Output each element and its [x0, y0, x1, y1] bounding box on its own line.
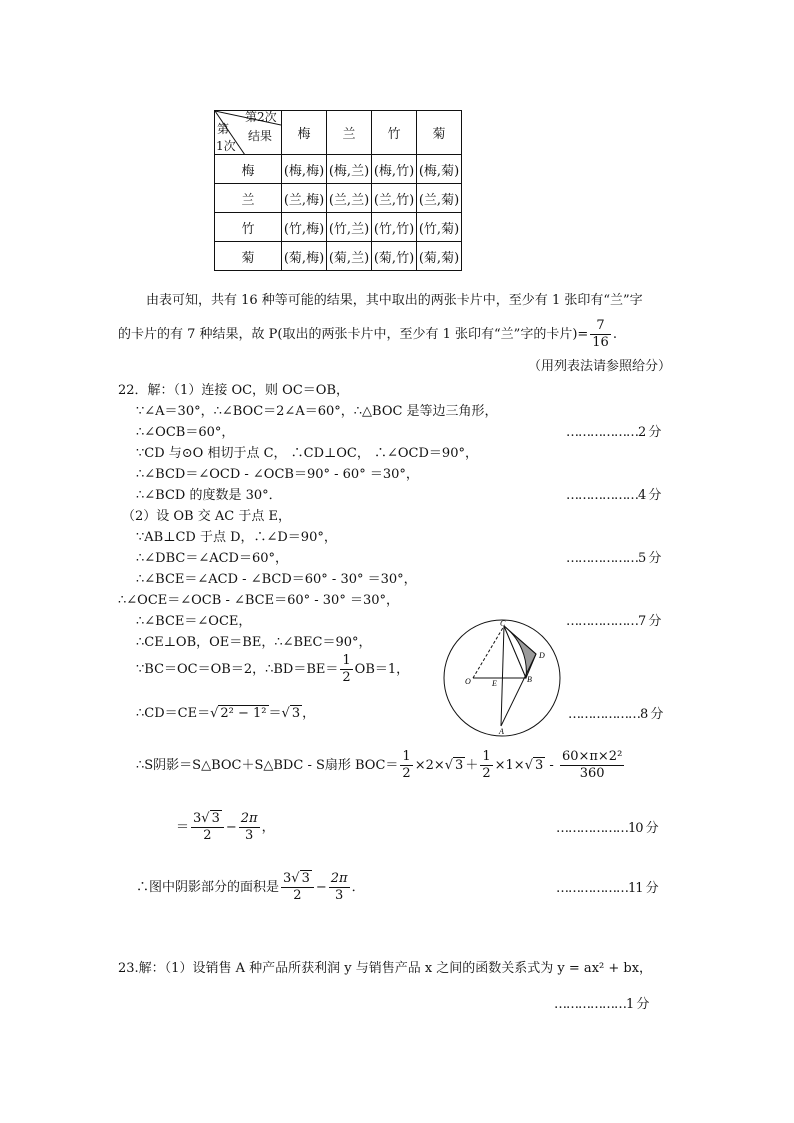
q22-line-7: ∵AB⊥CD 于点 D，∴∠D＝90°， [136, 530, 337, 545]
q22-line-9: ∴∠BCE＝∠ACD - ∠BCD＝60° - 30° ＝30°， [136, 572, 417, 587]
q22-line-1: ∵∠A＝30°，∴∠BOC＝2∠A＝60°，∴△BOC 是等边三角形， [136, 404, 498, 419]
minus-sign: − [315, 880, 327, 895]
table-cell: (菊,菊) [417, 242, 462, 271]
q22-line-3: ∵CD 与⊙O 相切于点 C， ∴CD⊥OC， ∴∠OCD＝90°， [136, 446, 478, 461]
q22-heading: 22．解：（1）连接 OC，则 OC＝OB， [118, 383, 349, 398]
segment-oc [473, 626, 504, 678]
table-cell: (兰,竹) [372, 184, 417, 213]
fraction-half-2 [480, 749, 492, 782]
fraction-numerator: 3√ 3 [191, 811, 224, 828]
q22-line-5: ∴∠BCD 的度数是 30°． [136, 488, 282, 503]
table-row [215, 242, 462, 271]
table-cell: (梅,竹) [372, 155, 417, 184]
fraction-denominator: 3 [335, 888, 344, 903]
table-cell: (菊,兰) [327, 242, 372, 271]
radicand: 2² − 1² [220, 706, 267, 721]
label-c: C [500, 619, 506, 628]
table-header: 菊 [417, 111, 462, 155]
table-cell: (梅,兰) [327, 155, 372, 184]
table-cell: (梅,梅) [282, 155, 327, 184]
row-label: 兰 [215, 184, 282, 213]
radicand: 3 [455, 758, 464, 773]
radicand: 3 [211, 811, 220, 826]
corner-mid-label: 结果 [248, 129, 273, 143]
probability-fraction [590, 318, 611, 351]
table-header: 兰 [327, 111, 372, 155]
circle-geometry-figure [416, 616, 566, 740]
fraction-2pi-over-3 [239, 811, 260, 844]
plus-sign: ＋ [465, 758, 479, 773]
label-d: D [539, 651, 545, 660]
radicand: 3 [291, 706, 301, 721]
fraction-3root3-over-2 [191, 811, 224, 844]
sqrt-3: √ 3 [524, 758, 544, 773]
area-formula-lhs: ∴S阴影＝S△BOC＋S△BDC - S扇形 BOC＝ [136, 758, 399, 773]
table-row [215, 155, 462, 184]
q22-result-line [176, 808, 275, 848]
table-cell: (竹,菊) [417, 213, 462, 242]
final-answer-text: ∴图中阴影部分的面积是 [136, 880, 280, 895]
corner-left-label-a: 第 [217, 122, 230, 136]
line-14-text: ∴CD＝CE＝ [136, 706, 211, 721]
table-cell: (竹,梅) [282, 213, 327, 242]
segment-ca [501, 626, 504, 726]
radicand: 3 [534, 758, 544, 773]
segment-ad [501, 654, 536, 726]
row-label: 菊 [215, 242, 282, 271]
q22-line-6: （2）设 OB 交 AC 于点 E， [122, 509, 291, 524]
fraction-denominator: 2 [342, 670, 351, 685]
fraction-denominator: 2 [203, 828, 212, 843]
fraction-2pi-over-3 [329, 871, 350, 904]
line-13-text: ∵BC＝OC＝OB＝2，∴BD＝BE＝ [136, 662, 339, 677]
label-a: A [499, 727, 504, 736]
table-header: 梅 [282, 111, 327, 155]
score-marker-11: ………………11 分 [556, 881, 658, 896]
outcome-table [214, 110, 462, 271]
q22-line-8: ∴∠DBC＝∠ACD＝60°， [136, 551, 289, 566]
fraction-denominator: 2 [482, 766, 491, 781]
product-1: ×2× [414, 758, 445, 773]
table-cell: (竹,兰) [327, 213, 372, 242]
sqrt-3: √ 3 [281, 706, 301, 721]
fraction-3root3-over-2 [281, 871, 314, 904]
sqrt-expression: √ 2² − 1² [210, 706, 267, 721]
corner-left-label-b: 1次 [216, 139, 236, 153]
sector-area-fraction [560, 749, 624, 782]
fraction-numerator: 1 [482, 749, 491, 764]
line-end: ． [351, 880, 365, 895]
line-end: ， [261, 820, 275, 835]
table-cell: (兰,菊) [417, 184, 462, 213]
table-cell: (梅,菊) [417, 155, 462, 184]
table-cell: (竹,竹) [372, 213, 417, 242]
table-row [215, 184, 462, 213]
line-13-tail: OB＝1， [354, 662, 410, 677]
sqrt-3: √ 3 [444, 758, 464, 773]
table-cell: (兰,兰) [327, 184, 372, 213]
conclusion-line-2-text: 的卡片的有 7 种结果，故 P(取出的两张卡片中，至少有 1 张印有“兰”字的卡片)= [118, 327, 589, 342]
score-marker-7: ………………7 分 [566, 614, 661, 629]
minus-sign: − [225, 820, 237, 835]
corner-top-label: 第2次 [245, 110, 277, 124]
table-row [215, 213, 462, 242]
score-marker-4: ………………4 分 [566, 488, 661, 503]
fraction-half-1 [400, 749, 412, 782]
minus-sign: - [545, 758, 558, 773]
label-e: E [492, 679, 497, 688]
coefficient: 3 [283, 871, 292, 886]
sentence-end: . [612, 327, 617, 342]
q22-line-13 [136, 652, 409, 688]
score-marker-5: ………………5 分 [566, 551, 661, 566]
fraction-numerator: 60×π×2² [561, 749, 623, 764]
fraction-denominator: 360 [579, 766, 605, 781]
table-cell: (兰,梅) [282, 184, 327, 213]
label-o: O [465, 677, 471, 686]
fraction-denominator: 3 [245, 828, 254, 843]
fraction-numerator: 2π [330, 871, 348, 886]
q22-area-formula [136, 746, 626, 786]
q22-line-11: ∴∠BCE＝∠OCE， [136, 614, 252, 629]
score-marker-1: ………………1 分 [554, 997, 649, 1012]
q22-line-2: ∴∠OCB＝60°， [136, 425, 235, 440]
fraction-denominator: 2 [402, 766, 411, 781]
conclusion-line-2 [118, 318, 617, 352]
equals-sign: ＝ [176, 820, 190, 835]
fraction-numerator: 1 [342, 653, 351, 668]
fraction-numerator: 7 [590, 318, 611, 335]
q22-final-answer [136, 868, 365, 908]
table-header: 竹 [372, 111, 417, 155]
q22-line-10: ∴∠OCE＝∠OCB - ∠BCE＝60° - 30° ＝30°， [118, 593, 400, 608]
score-marker-2: ………………2 分 [566, 425, 661, 440]
fraction-numerator: 2π [240, 811, 258, 826]
table-corner-cell [215, 111, 282, 155]
score-marker-8: ………………8 分 [568, 707, 663, 722]
radicand: 3 [301, 871, 310, 886]
coefficient: 3 [193, 811, 202, 826]
grading-note: （用列表法请参照给分） [528, 359, 672, 374]
equals-sign: ＝ [268, 706, 282, 721]
fraction-denominator: 2 [293, 888, 302, 903]
fraction-denominator: 16 [592, 335, 609, 350]
half-fraction [340, 653, 352, 686]
label-b: B [527, 675, 532, 684]
q22-line-14 [136, 703, 315, 725]
fraction-numerator: 1 [402, 749, 411, 764]
fraction-numerator: 3√ 3 [281, 871, 314, 888]
line-14-end: ， [302, 706, 316, 721]
q23-heading: 23.解：（1）设销售 A 种产品所获利润 y 与销售产品 x 之间的函数关系式为 y = ax² + bx， [118, 961, 653, 976]
table-cell: (菊,竹) [372, 242, 417, 271]
row-label: 竹 [215, 213, 282, 242]
conclusion-line-1: 由表可知，共有 16 种等可能的结果，其中取出的两张卡片中，至少有 1 张印有“兰”字 [146, 293, 643, 308]
table-cell: (菊,梅) [282, 242, 327, 271]
score-marker-10: ………………10 分 [556, 821, 658, 836]
product-2: ×1× [494, 758, 525, 773]
row-label: 梅 [215, 155, 282, 184]
q22-line-4: ∴∠BCD＝∠OCD - ∠OCB＝90° - 60° ＝30°， [136, 467, 419, 482]
q22-line-12: ∴CE⊥OB，OE＝BE，∴∠BEC＝90°， [136, 635, 372, 650]
